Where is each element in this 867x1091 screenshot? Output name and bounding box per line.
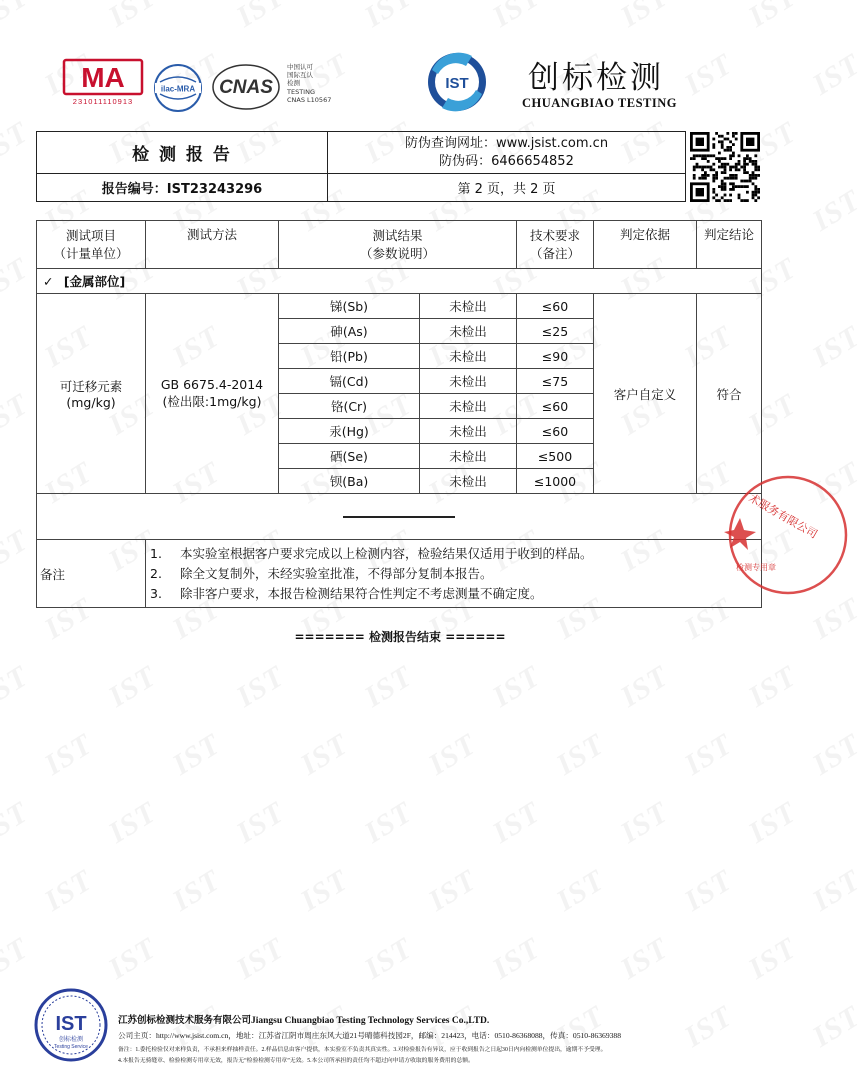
requirement-cell: ≤75	[517, 369, 594, 394]
stamp-text: 术服务有限公司	[746, 491, 820, 542]
footer-seal	[34, 988, 108, 1062]
ma-number: 231011110913	[72, 97, 134, 106]
cnas-description: 中国认可 国际互认 检测 TESTING CNAS L10567	[287, 63, 332, 104]
element-cell: 铬(Cr)	[279, 394, 420, 419]
ist-logo	[422, 50, 492, 114]
result-cell: 未检出	[420, 394, 517, 419]
result-cell: 未检出	[420, 369, 517, 394]
footer-address: 公司主页：http://www.jsist.com.cn，地址：江苏省江阴市周庄东风大道21号晴德科技园2F，邮编：214423，电话：0510-86368088，传真：0510-86369388	[118, 1031, 622, 1040]
test-item-cell: 可迁移元素 (mg/kg)	[37, 294, 146, 494]
watermark-glyph	[423, 727, 483, 782]
watermark-glyph	[167, 727, 227, 782]
element-cell: 镉(Cd)	[279, 369, 420, 394]
test-results-table	[36, 220, 762, 608]
note-item: 2. 除全文复制外，未经实验室批准，不得部分复制本报告。	[150, 565, 493, 581]
watermark-glyph	[167, 863, 227, 918]
col-header-basis: 判定依据	[594, 221, 697, 269]
col-header-conclusion: 判定结论	[697, 221, 762, 269]
watermark-glyph	[423, 863, 483, 918]
watermark-glyph	[231, 795, 291, 850]
watermark-glyph	[295, 727, 355, 782]
conclusion-cell: 符合	[697, 294, 762, 494]
anti-fake-info	[328, 132, 686, 174]
watermark-glyph	[39, 863, 99, 918]
cnas-logo	[210, 62, 282, 112]
footer-text	[118, 1012, 778, 1064]
watermark-glyph	[615, 0, 675, 35]
requirement-cell: ≤1000	[517, 469, 594, 494]
requirement-cell: ≤60	[517, 294, 594, 319]
company-stamp	[700, 470, 820, 600]
seal-text: IST	[55, 1013, 87, 1035]
element-cell: 铅(Pb)	[279, 344, 420, 369]
watermark-glyph	[295, 863, 355, 918]
watermark-glyph	[0, 251, 35, 306]
watermark-glyph	[103, 659, 163, 714]
requirement-cell: ≤60	[517, 394, 594, 419]
test-method-cell: GB 6675.4-2014 (检出限:1mg/kg)	[146, 294, 279, 494]
end-line-row	[37, 494, 762, 540]
watermark-glyph	[359, 659, 419, 714]
watermark-glyph	[0, 931, 35, 986]
watermark-glyph	[0, 387, 35, 442]
watermark-glyph	[0, 115, 35, 170]
element-cell: 汞(Hg)	[279, 419, 420, 444]
watermark-glyph	[743, 659, 803, 714]
watermark-glyph	[103, 931, 163, 986]
brand-chinese-name: 创标检测	[528, 60, 664, 96]
svg-text:IST: IST	[445, 75, 469, 92]
watermark-glyph	[551, 863, 611, 918]
section-label: [金属部位]	[63, 274, 126, 289]
watermark-glyph	[487, 795, 547, 850]
watermark-glyph	[743, 795, 803, 850]
footer-company: 江苏创标检测技术服务有限公司Jiangsu Chuangbiao Testing Technology Services Co.,LTD.	[118, 1016, 490, 1026]
notes-cell	[146, 540, 762, 608]
end-line-divider	[343, 516, 455, 518]
watermark-glyph	[743, 0, 803, 35]
element-cell: 砷(As)	[279, 319, 420, 344]
watermark-glyph	[615, 659, 675, 714]
result-cell: 未检出	[420, 344, 517, 369]
cma-logo	[62, 58, 144, 106]
requirement-cell: ≤500	[517, 444, 594, 469]
result-cell: 未检出	[420, 444, 517, 469]
watermark-glyph	[103, 0, 163, 35]
watermark-glyph	[807, 183, 867, 238]
watermark-glyph	[615, 931, 675, 986]
watermark-glyph	[807, 727, 867, 782]
svg-text:创标检测: 创标检测	[58, 1036, 84, 1043]
watermark-glyph	[807, 319, 867, 374]
watermark-glyph	[0, 0, 35, 35]
watermark-glyph	[231, 0, 291, 35]
element-cell: 锑(Sb)	[279, 294, 420, 319]
col-header-item: 测试项目 （计量单位）	[37, 221, 146, 269]
report-number: 报告编号：IST23243296	[37, 174, 328, 202]
footer-note-2: 4.本报告无骑缝章、检验检测专用章无效，报告无“检验检测专用章”无效。5.本公司所承担的责任均不超过向申请方收取的服务费用的总额。	[118, 1058, 474, 1064]
element-cell: 硒(Se)	[279, 444, 420, 469]
watermark-glyph	[487, 931, 547, 986]
watermark-glyph	[0, 795, 35, 850]
watermark-glyph	[679, 863, 739, 918]
footer-note-1: 备注：1.委托检验仅对来样负责，不承担来样抽样责任。2.样品信息由客户提供，本实验室不负责其真实性。3.对检验报告有异议，应于收到报告之日起30日内向检测单位提出，逾期不予受理。	[118, 1047, 607, 1053]
note-item: 1. 本实验室根据客户要求完成以上检测内容，检验结果仅适用于收到的样品。	[150, 545, 593, 561]
qr-code	[690, 132, 760, 202]
element-cell: 钡(Ba)	[279, 469, 420, 494]
result-cell: 未检出	[420, 469, 517, 494]
watermark-glyph	[743, 931, 803, 986]
check-icon: ✓	[43, 274, 54, 289]
result-cell: 未检出	[420, 319, 517, 344]
watermark-glyph	[679, 47, 739, 102]
result-cell: 未检出	[420, 419, 517, 444]
anti-fake-website: 防伪查询网址：www.jsist.com.cn	[404, 135, 609, 151]
ilac-mra-logo	[152, 62, 204, 114]
svg-text:Testing Service: Testing Service	[54, 1044, 88, 1050]
watermark-glyph	[231, 931, 291, 986]
watermark-glyph	[487, 659, 547, 714]
watermark-glyph	[0, 523, 35, 578]
requirement-cell: ≤90	[517, 344, 594, 369]
watermark-glyph	[679, 727, 739, 782]
brand-english-name: CHUANGBIAO TESTING	[522, 96, 677, 110]
stamp-sub: 检测专用章	[736, 563, 776, 572]
watermark-glyph	[103, 795, 163, 850]
watermark-glyph	[807, 47, 867, 102]
svg-text:ilac-MRA: ilac-MRA	[160, 84, 196, 94]
requirement-cell: ≤25	[517, 319, 594, 344]
watermark-glyph	[231, 659, 291, 714]
watermark-glyph	[615, 795, 675, 850]
page-info: 第 2 页，共 2 页	[328, 174, 686, 202]
basis-cell: 客户自定义	[594, 294, 697, 494]
report-end-marker: ======= 检测报告结束 ======	[294, 630, 506, 644]
watermark-glyph	[807, 999, 867, 1054]
report-header-table	[36, 131, 686, 202]
watermark-glyph	[359, 0, 419, 35]
watermark-glyph	[39, 727, 99, 782]
watermark-glyph	[807, 863, 867, 918]
result-cell: 未检出	[420, 294, 517, 319]
col-header-result: 测试结果 （参数说明）	[279, 221, 517, 269]
ma-text: MA	[81, 62, 125, 93]
col-header-method: 测试方法	[146, 221, 279, 269]
watermark-glyph	[359, 795, 419, 850]
table-row	[37, 294, 762, 319]
watermark-glyph	[487, 0, 547, 35]
svg-text:CNAS: CNAS	[219, 77, 273, 98]
note-item: 3. 除非客户要求，本报告检测结果符合性判定不考虑测量不确定度。	[150, 585, 543, 601]
watermark-glyph	[359, 931, 419, 986]
section-row	[37, 269, 762, 294]
col-header-requirement: 技术要求 （备注）	[517, 221, 594, 269]
report-title: 检 测 报 告	[37, 132, 328, 174]
anti-fake-code: 防伪码：6466654852	[439, 153, 574, 169]
watermark-glyph	[551, 727, 611, 782]
watermark-glyph	[0, 659, 35, 714]
requirement-cell: ≤60	[517, 419, 594, 444]
notes-label: 备注	[37, 540, 146, 608]
